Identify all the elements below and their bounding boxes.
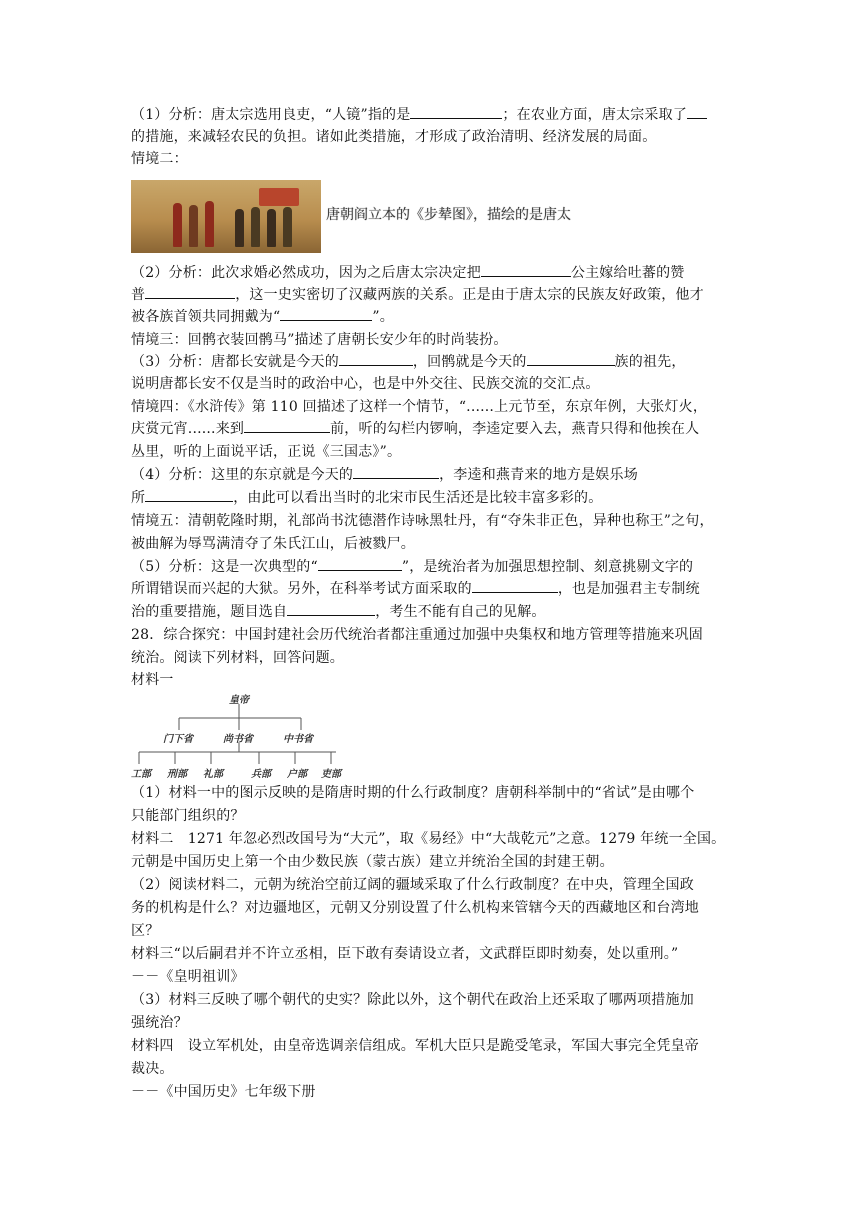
org-department-label: 户部: [287, 769, 307, 780]
text-line: 材料一: [131, 672, 174, 688]
text-line: 裁决。: [131, 1061, 174, 1077]
text-line: 所谓错误而兴起的大狱。另外，在科举考试方面采取的 ，也是加强君主专制统: [131, 578, 731, 600]
text-line: －－《皇明祖训》: [131, 969, 245, 985]
text-line: 只能部门组织的？: [131, 808, 245, 824]
text-line: 强统治？: [131, 1015, 188, 1031]
text-line: －－《中国历史》七年级下册: [131, 1084, 316, 1100]
org-root-label: 皇帝: [229, 695, 249, 706]
org-department-label: 工部: [131, 769, 151, 780]
painting-image: [131, 180, 321, 253]
text-line: 统治。阅读下列材料，回答问题。: [131, 650, 344, 666]
org-chart: [131, 690, 351, 780]
text-line: 所 ，由此可以看出当时的北宋市民生活还是比较丰富多彩的。: [131, 487, 731, 509]
text-line: 普 ，这一史实密切了汉藏两族的关系。正是由于唐太宗的民族友好政策，他才: [131, 284, 731, 306]
painting-figure: [267, 209, 276, 247]
text-line: 材料三“以后嗣君并不许立丞相，臣下敢有奏请设立者，文武群臣即时劾奏，处以重刑。”: [131, 946, 679, 962]
text-line: 治的重要措施，题目选自 ，考生不能有自己的见解。: [131, 601, 731, 623]
text-line: 被各族首领共同拥戴为“ ”。: [131, 306, 731, 328]
text-line: （1）材料一中的图示反映的是隋唐时期的什么行政制度？唐朝科举制中的“省试”是由哪个: [131, 785, 695, 801]
text-line: （2）阅读材料二，元朝为统治空前辽阔的疆域采取了什么行政制度？在中央，管理全国政: [131, 877, 694, 893]
text-line: 情境三：回鹘衣装回鹘马”描述了唐朝长安少年的时尚装扮。: [131, 332, 508, 348]
org-ministry-label: 中书省: [283, 734, 313, 745]
org-department-label: 吏部: [321, 769, 341, 780]
text-line: 28．综合探究：中国封建社会历代统治者都注重通过加强中央集权和地方管理等措施来巩固: [131, 627, 704, 643]
org-department-label: 兵部: [251, 769, 271, 780]
text-line: （4）分析：这里的东京就是今天的 ，李逵和燕青来的地方是娱乐场: [131, 464, 731, 486]
text-line: （2）分析：此次求婚必然成功，因为之后唐太宗决定把 公主嫁给吐蕃的赞: [131, 262, 731, 284]
org-ministry-label: 尚书省: [223, 734, 253, 745]
painting-caption: 唐朝阎立本的《步辇图》，描绘的是唐太: [326, 207, 571, 223]
text-line: 区？: [131, 923, 160, 939]
text-line: 的措施，来减轻农民的负担。诸如此类措施，才形成了政治清明、经济发展的局面。: [131, 129, 657, 145]
text-line: 元朝是中国历史上第一个由少数民族（蒙古族）建立并统治全国的封建王朝。: [131, 854, 614, 870]
painting-figure: [235, 209, 244, 247]
org-ministry-label: 门下省: [163, 734, 193, 745]
text-line: 情境四：《水浒传》第 110 回描述了这样一个情节，“......上元节至，东京年例，大张灯火，: [131, 399, 708, 415]
text-line: 被曲解为辱骂满清夺了朱氏江山，后被戮尸。: [131, 536, 415, 552]
text-line: （3）材料三反映了哪个朝代的史实？除此以外，这个朝代在政治上还采取了哪两项措施加: [131, 992, 694, 1008]
text-line: 说明唐都长安不仅是当时的政治中心，也是中外交往、民族交流的交汇点。: [131, 376, 600, 392]
painting-figure: [205, 201, 214, 247]
text-line: （3）分析：唐都长安就是今天的 ，回鹘就是今天的 族的祖先，: [131, 351, 731, 373]
painting-figure: [251, 207, 260, 247]
text-line: 材料四 设立军机处，由皇帝选调亲信组成。军机大臣只是跪受笔录，军国大事完全凭皇帝: [131, 1038, 699, 1054]
text-line: （5）分析：这是一次典型的“ ”，是统治者为加强思想控制、刻意挑剔文字的: [131, 556, 731, 578]
painting-figure: [189, 205, 198, 247]
text-line: 务的机构是什么？对边疆地区，元朝又分别设置了什么机构来管辖今天的西藏地区和台湾地: [131, 900, 699, 916]
text-line: 材料二 1271 年忽必烈改国号为“大元”，取《易经》中“大哉乾元”之意。1279 年统一全国。: [131, 831, 726, 847]
text-line: 庆赏元宵......来到 前，听的勾栏内锣响，李逵定要入去，燕青只得和他挨在人: [131, 418, 731, 440]
text-line: 情境五：清朝乾隆时期，礼部尚书沈德潜作诗咏黑牡丹，有“夺朱非正色，异种也称王”之句，: [131, 513, 714, 529]
painting-figure: [283, 207, 292, 247]
org-department-label: 刑部: [167, 769, 187, 780]
text-line: 情境二：: [131, 151, 188, 167]
text-line: 丛里，听的上面说平话，正说《三国志》”。: [131, 444, 402, 460]
org-department-label: 礼部: [203, 769, 223, 780]
text-line: （1）分析：唐太宗选用良吏，“人镜”指的是 ；在农业方面，唐太宗采取了: [131, 104, 731, 126]
painting-figure: [173, 203, 182, 247]
painting-canopy: [259, 188, 299, 206]
